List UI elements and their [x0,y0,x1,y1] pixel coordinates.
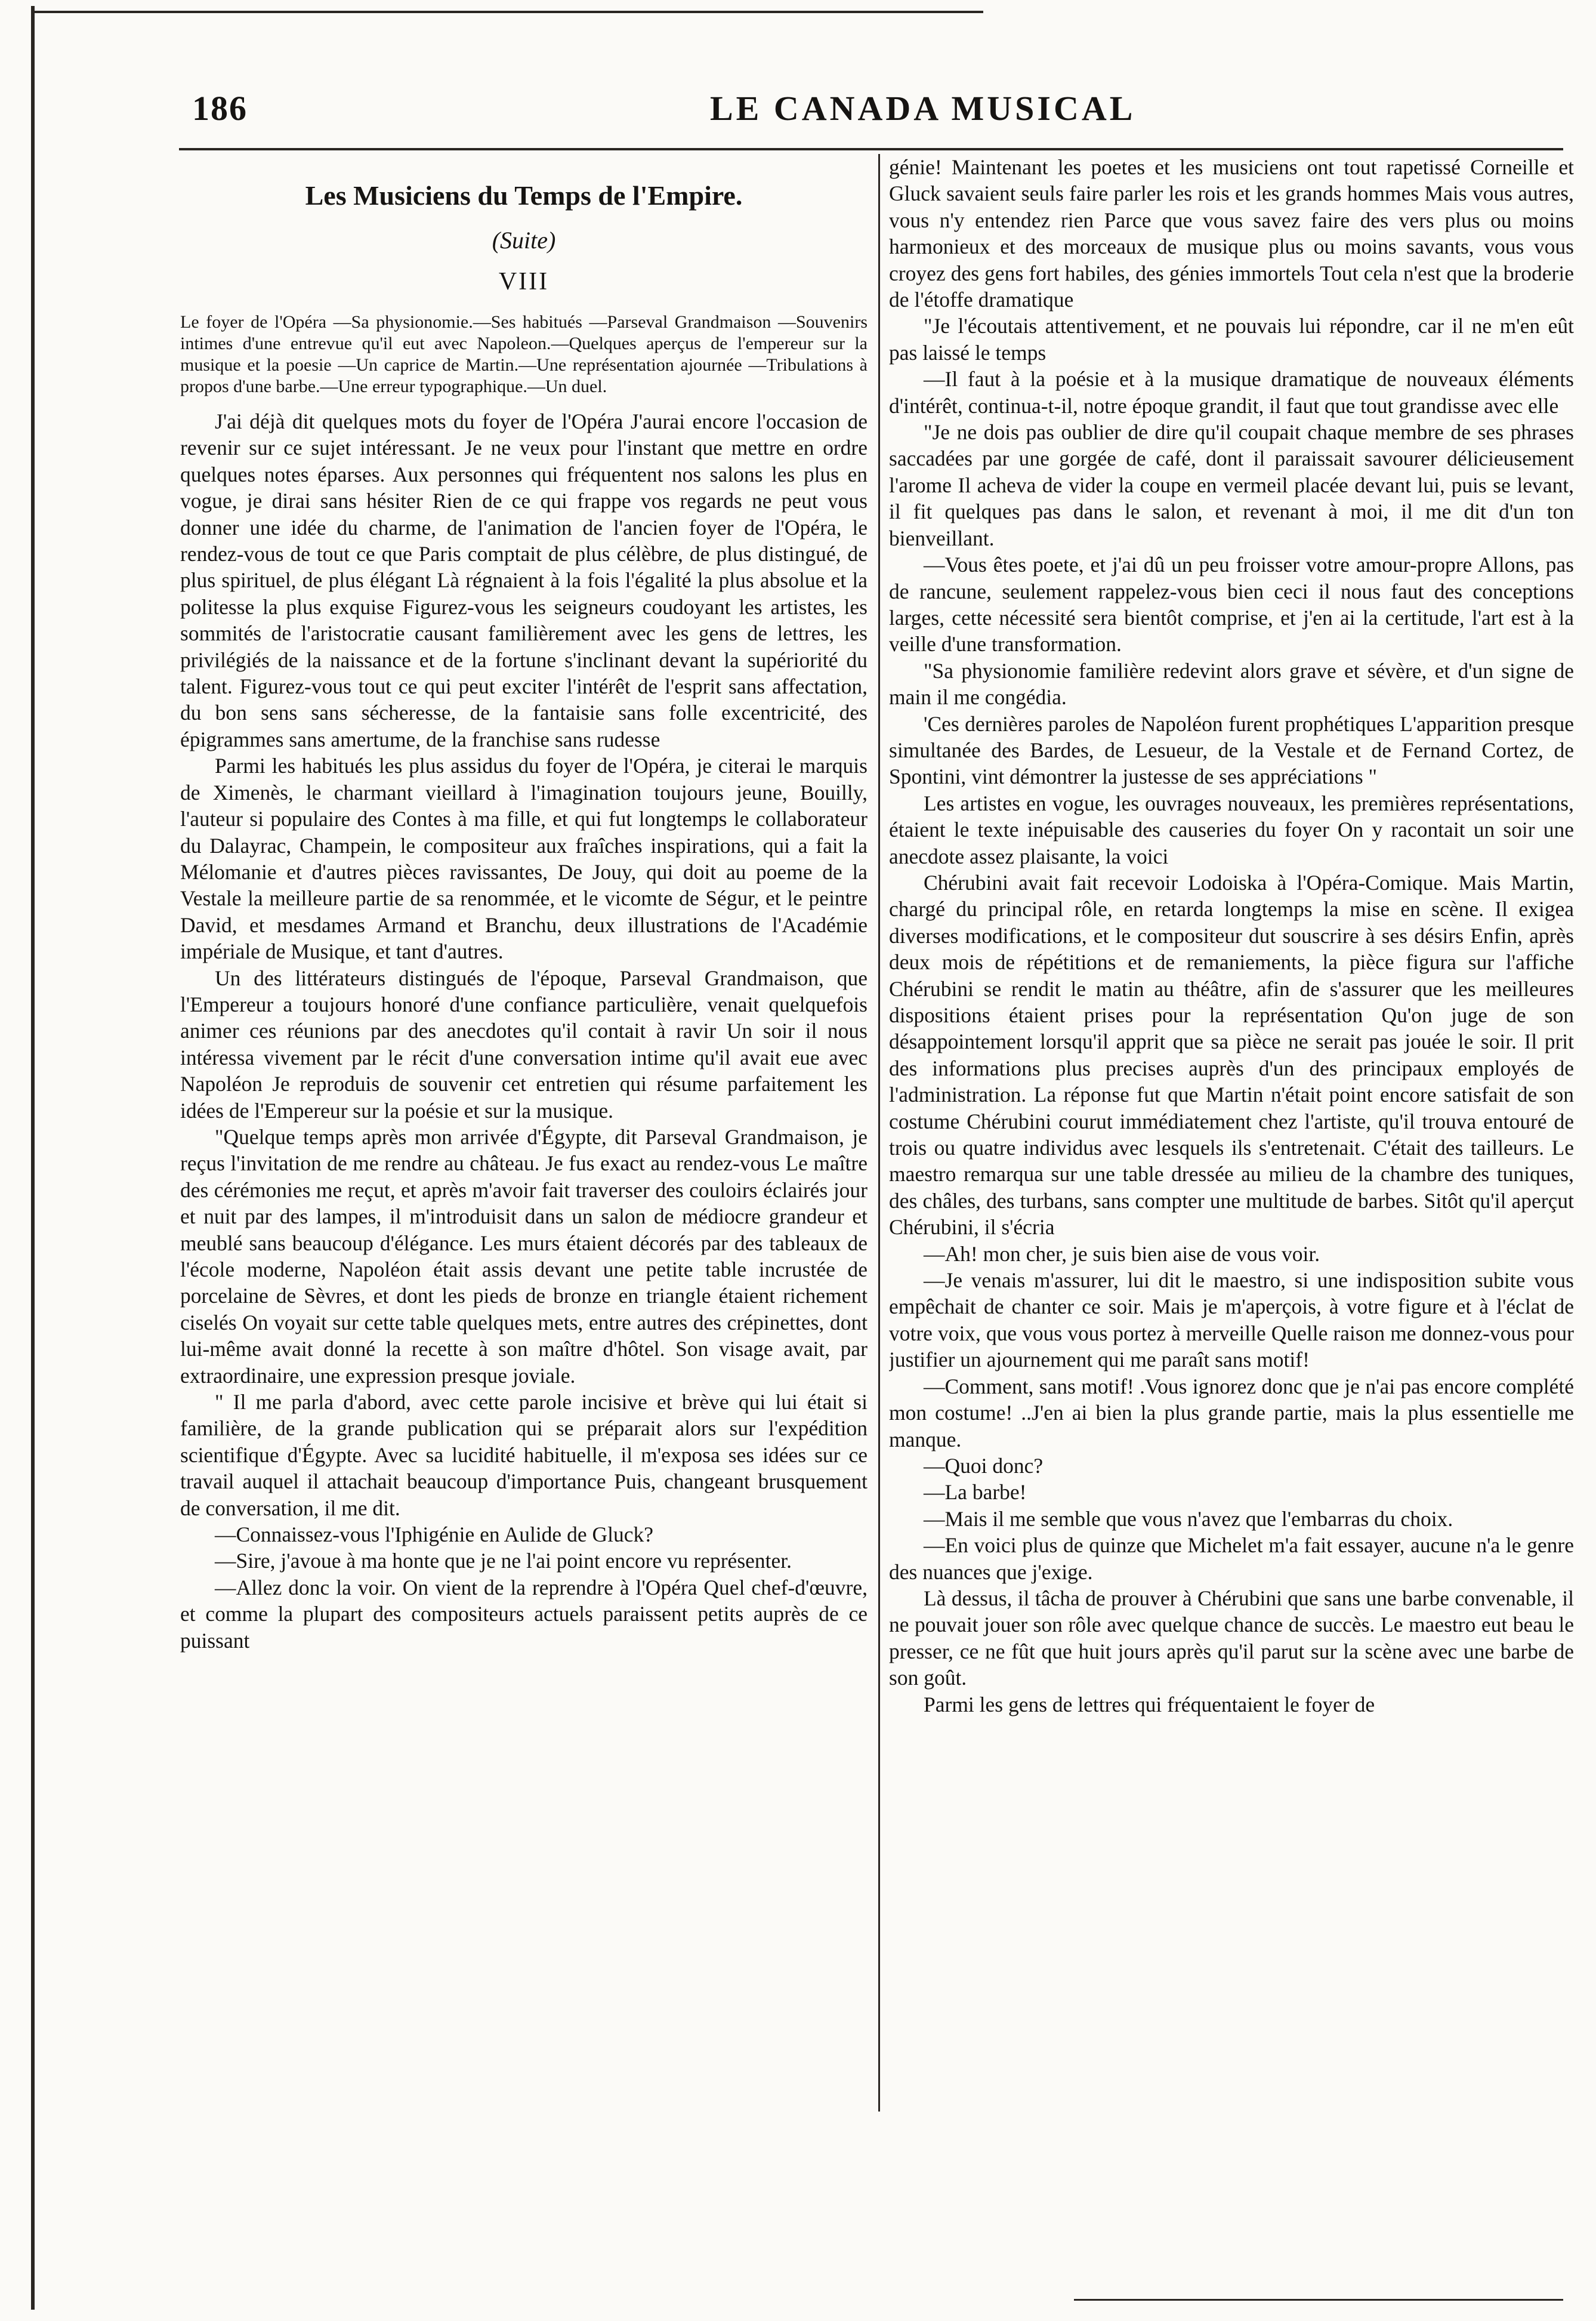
article-subtitle: (Suite) [492,227,556,254]
paragraph: Parmi les gens de lettres qui fréquentaient le foyer de [924,1692,1375,1716]
paragraph: 'Ces dernières paroles de Napoléon furent prophétiques L'apparition presque simultanée des Bardes, de Lesueur, de la Vestale et de Fernand Cortez, de Spontini, vint démontrer la justesse de ses appréciations " [889,711,1574,789]
left-column [180,154,868,2123]
paragraph: Les artistes en vogue, les ouvrages nouveaux, les premières représentations, étaient le texte inépuisable des causeries du foyer On y racontait un soir une anecdote assez plaisante, la voici [889,791,1574,868]
paragraph: —Comment, sans motif! .Vous ignorez donc que je n'ai pas encore complété mon costume! ..J'en ai bien la plus grande partie, mais la plus essentielle me manque. [889,1374,1574,1451]
paragraph: —En voici plus de quinze que Michelet m'a fait essayer, aucune n'a le genre des nuances que j'exige. [889,1533,1574,1584]
paragraph: —Mais il me semble que vous n'avez que l'embarras du choix. [924,1506,1453,1531]
paragraph: J'ai déjà dit quelques mots du foyer de l'Opéra J'aurai encore l'occasion de revenir sur ce sujet intéressant. Je ne veux pour l'instant que mettre en ordre quelques notes éparses. Aux personnes qui fréquentent nos salons les plus en vogue, je dirai sans hésiter Rien de ce qui frappe vos regards ne peut vous donner une idée du charme, de l'animation de l'ancien foyer de l'Opéra, le rendez-vous de tout ce que Paris comptait de plus célèbre, de plus distingué, de plus spirituel, de plus élégant Là régnaient à la fois l'égalité la plus absolue et la politesse la plus exquise Figurez-vous les seigneurs coudoyant les artistes, les sommités de l'aristocratie causant familièrement avec les gens de lettres, les privilégiés de la naissance et de la fortune s'inclinant devant la supériorité du talent. Figurez-vous tout ce qui peut exciter l'intérêt de l'esprit sans affectation, du bon sens sans sécheresse, de la fantaisie sans folle excentricité, des épigrammes sans amertume, de la franchise sans rudesse [180,409,868,751]
chapter-summary: Le foyer de l'Opéra —Sa physionomie.—Ses habitués —Parseval Grandmaison —Souvenirs intimes d'une entrevue qu'il eut avec Napoleon.—Quelques aperçus de l'empereur sur la musique et la poesie —Un caprice de Martin.—Une représentation ajournée —Tribulations à propos d'une barbe.—Une erreur typographique.—Un duel. [180,312,868,396]
paragraph: génie! Maintenant les poetes et les musiciens ont tout rapetissé Corneille et Gluck savaient seuls faire parler les rois et les grands hommes Mais vous autres, vous n'y entendez rien Parce que vous savez faire des vers plus ou moins harmonieux et des morceaux de musique plus ou moins savants, vous vous croyez des gens fort habiles, des génies immortels Tout cela n'est que la broderie de l'étoffe dramatique [889,155,1574,312]
paragraph: —Connaissez-vous l'Iphigénie en Aulide de Gluck? [215,1522,653,1547]
top-margin-rule [35,11,983,13]
left-margin-rule [31,6,35,2310]
paragraph: —Quoi donc? [924,1453,1044,1478]
paragraph: "Quelque temps après mon arrivée d'Égypte, dit Parseval Grandmaison, je reçus l'invitation de me rendre au château. Je fus exact au rendez-vous Le maître des cérémonies me reçut, et après m'avoir fait traverser des couloirs éclairés jour et nuit par des lampes, il m'introduisit dans un salon de médiocre grandeur et meublé sans beaucoup d'élégance. Les murs étaient décorés par des tableaux de l'école moderne, Napoléon était assis devant une petite table incrustée de porcelaine de Sèvres, et dont les pieds de bronze en triangle étaient richement ciselés On voyait sur cette table quelques mets, entre autres des crépinettes, dont lui-même avait donné la recette à son maître d'hôtel. Son visage avait, par extraordinaire, une expression presque joviale. [180,1124,868,1388]
paragraph: Là dessus, il tâcha de prouver à Chérubini que sans une barbe convenable, il ne pouvait jouer son rôle avec quelque chance de succès. Le maestro eut beau le presser, ce ne fût que huit jours après qu'il parut sur la scène avec une barbe de son goût. [889,1586,1574,1690]
paragraph: "Sa physionomie familière redevint alors grave et sévère, et d'un signe de main il me congédia. [889,658,1574,710]
paragraph: —Allez donc la voir. On vient de la reprendre à l'Opéra Quel chef-d'œuvre, et comme la plupart des compositeurs actuels paraissent petits auprès de ce puissant [180,1575,868,1653]
paragraph: Un des littérateurs distingués de l'époque, Parseval Grandmaison, que l'Empereur a toujours honoré d'une confiance particulière, venait quelquefois animer ces réunions par des anecdotes qu'il contait à ravir Un soir il nous intéressa vivement par le récit d'une conversation intime qu'il avait eue avec Napoléon Je reproduis de souvenir cet entretien qui résume parfaitement les idées de l'Empereur sur la poésie et sur la musique. [180,966,868,1123]
paragraph: —Il faut à la poésie et à la musique dramatique de nouveaux éléments d'intérêt, continua-t-il, notre époque grandit, il faut que tout grandisse avec elle [889,367,1574,418]
paragraph: —Ah! mon cher, je suis bien aise de vous voir. [924,1241,1320,1266]
chapter-number: VIII [498,268,550,295]
paragraph: —La barbe! [924,1480,1027,1505]
paragraph: Chérubini avait fait recevoir Lodoiska à l'Opéra-Comique. Mais Martin, chargé du principal rôle, en retarda longtemps la mise en scène. Il exigea diverses modifications, et le compositeur dut souscrire à ses désirs Enfin, après deux mois de répétitions et de remaniements, la pièce figura sur l'affiche Chérubini se rendit le matin au théâtre, afin de s'assurer que les meilleures dispositions étaient prises pour la représentation Qu'on juge de son désappointement lorsqu'il apprit que sa pièce ne serait pas jouée le soir. Il prit des informations plus precises auprès d'un des principaux employés de l'administration. La réponse fut que Martin n'était point encore satisfait de son costume Chérubini courut immédiatement chez l'artiste, qu'il trouva entouré de trois ou quatre individus avec lesquels ils s'entretenait. C'était des tailleurs. Le maestro remarqua sur une table dressée au milieu de la chambre des tuniques, des châles, des turbans, sans compter une multitude de barbes. Sitôt qu'il aperçut Chérubini, il s'écria [889,870,1574,1240]
right-column [889,154,1574,2123]
paragraph: "Je l'écoutais attentivement, et ne pouvais lui répondre, car il ne m'en eût pas laissé le temps [889,314,1574,365]
paragraph: " Il me parla d'abord, avec cette parole incisive et brève qui lui était si familière, de la grande publication qui se préparait alors sur l'expédition scientifique d'Égypte. Avec sa lucidité habituelle, il m'exposa ses idées sur ce travail auquel il attachait beaucoup d'importance Puis, changeant brusquement de conversation, il me dit. [180,1390,868,1520]
header-rule [179,148,1563,150]
page-number: 186 [192,89,248,128]
paragraph: —Vous êtes poete, et j'ai dû un peu froisser votre amour-propre Allons, pas de rancune, seulement rappelez-vous bien ceci il nous faut des conceptions larges, cette nécessité sera bientôt comprise, et j'en ai la certitude, l'art est à la veille d'une transformation. [889,553,1574,656]
column-divider [878,154,880,2112]
journal-title: LE CANADA MUSICAL [710,89,1136,128]
paragraph: —Je venais m'assurer, lui dit le maestro, si une indisposition subite vous empêchait de chanter ce soir. Mais je m'aperçois, à votre figure et à l'éclat de votre voix, que vous vous portez à merveille Quelle raison me donnez-vous pour justifier un ajournement qui me paraît sans motif! [889,1268,1574,1372]
bottom-rule [1074,2299,1563,2301]
paragraph: "Je ne dois pas oublier de dire qu'il coupait chaque membre de ses phrases saccadées par une gorgée de café, dont il paraissait savourer délicieusement l'arome Il acheva de vider la coupe en vermeil placée devant lui, puis se levant, il fit quelques pas dans le salon, et revenant à moi, il me dit d'un ton bienveillant. [889,420,1574,550]
article-title: Les Musiciens du Temps de l'Empire. [305,180,743,211]
paragraph: Parmi les habitués les plus assidus du foyer de l'Opéra, je citerai le marquis de Ximenès, le charmant vieillard à l'imagination toujours jeune, Bouilly, l'auteur si populaire des Contes à ma fille, et qui fut longtemps le collaborateur du Dalayrac, Champein, le compositeur aux fraîches inspirations, qui a fait la Mélomanie et d'autres pièces ravissantes, De Jouy, qui doit au poeme de la Vestale la meilleure partie de sa renommée, et le vicomte de Ségur, et le peintre David, et mesdames Armand et Branchu, deux illustrations de l'Académie impériale de Musique, et tant d'autres. [180,754,868,964]
paragraph: —Sire, j'avoue à ma honte que je ne l'ai point encore vu représenter. [215,1549,792,1573]
